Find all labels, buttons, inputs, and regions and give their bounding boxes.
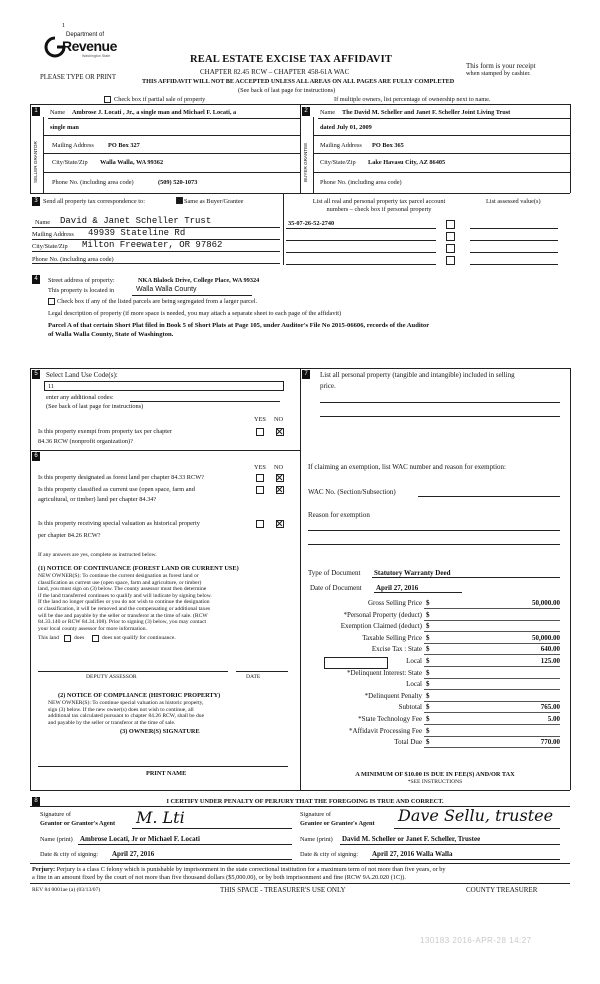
notice-1-line: will be due and payable by the seller or transferor at the time of sale. (RCW (38, 612, 208, 619)
notice-2-body (48, 700, 298, 726)
parcel-header-2: numbers – check box if personal property (326, 206, 432, 213)
section-4-marker: 4 (32, 275, 40, 284)
tax-row-currency: $ (426, 634, 430, 642)
if-yes-note: If any answers are yes, complete as instructed below. (38, 552, 157, 558)
tax-row-label: Exemption Claimed (deduct) (340, 622, 422, 630)
notice-1-body (38, 573, 300, 632)
s6-yes: YES (254, 464, 266, 471)
tax-row-value: 770.00 (540, 738, 560, 746)
does-label: does (74, 635, 85, 641)
grantor-name-print: Ambrose Locati, Jr or Michael F. Locati (80, 835, 200, 843)
tax-row (300, 622, 570, 633)
exempt-question-1: Is this property exempt from property tax per chapter (38, 428, 172, 435)
tax-row-value: 765.00 (540, 703, 560, 711)
current-use-no-checkbox[interactable] (276, 486, 284, 494)
dor-logo (44, 32, 134, 68)
logo-tag: Washington State (82, 54, 111, 58)
grantee-name-print: David M. Scheller or Janet F. Scheller, Trustee (342, 835, 481, 843)
tax-row-currency: $ (426, 657, 430, 665)
logo-name: Revenue (62, 38, 117, 54)
personal-property-label-1: List all personal property (tangible and intangible) included in selling (320, 371, 515, 379)
personal-property-label-2: price. (320, 382, 336, 390)
parcel-1-personal-checkbox[interactable] (446, 220, 455, 229)
parcel-header-1: List all real and personal property tax parcel account (312, 198, 446, 205)
tax-row (300, 645, 570, 656)
s3-city-label: City/State/Zip (32, 243, 68, 250)
notice-1-line: land, you must sign on (3) below. The county assessor must then determine (38, 586, 207, 593)
tax-row (300, 680, 570, 691)
segregated-checkbox[interactable] (48, 298, 55, 305)
tax-row-currency: $ (426, 738, 430, 746)
wac-label: WAC No. (Section/Subsection) (308, 488, 396, 496)
seller-city-label: City/State/Zip (52, 159, 88, 166)
correspondence-label: Send all property tax correspondence to: (43, 198, 145, 205)
grantor-agent-label: Grantor or Grantor's Agent (40, 820, 116, 827)
grantee-signature[interactable]: Dave Sellu, trustee (398, 806, 554, 825)
parcel-2-personal-checkbox[interactable] (446, 232, 455, 241)
print-note: PLEASE TYPE OR PRINT (40, 74, 116, 81)
buyer-name-line1: The David M. Scheller and Janet F. Scheller Joint Living Trust (342, 109, 511, 116)
tax-row-value: 125.00 (540, 657, 560, 665)
current-use-question-2: agricultural, or timber) land per chapter 84.34? (38, 496, 157, 503)
section-2-marker: 2 (302, 107, 310, 116)
tax-row-value: 50,000.00 (532, 634, 560, 642)
street-address: NKA Blalock Drive, College Place, WA 99324 (138, 277, 260, 284)
grantee-date-label: Date & city of signing: (300, 851, 359, 858)
see-instructions: *SEE INSTRUCTIONS (407, 779, 463, 785)
notice-2-line: additional tax calculated pursuant to chapter 84.26 RCW, shall be due (48, 713, 205, 720)
exempt-yes-checkbox[interactable] (256, 428, 264, 436)
doc-date: April 27, 2016 (376, 584, 419, 592)
tax-row-currency: $ (426, 692, 430, 700)
s5-yes: YES (254, 416, 266, 423)
tax-row-label: Gross Selling Price (367, 599, 422, 607)
section-6-marker: 6 (32, 452, 40, 461)
land-use-label: Select Land Use Code(s): (46, 371, 118, 379)
form-chapter: CHAPTER 82.45 RCW – CHAPTER 458-61A WAC (200, 68, 350, 76)
tax-row-label: *Delinquent Interest: State (346, 669, 422, 677)
tax-row (300, 715, 570, 726)
seller-name-label: Name (50, 109, 66, 116)
section-5-marker: 5 (32, 370, 40, 379)
seller-address-label: Mailing Address (52, 142, 94, 149)
buyer-phone-label: Phone No. (including area code) (320, 179, 402, 186)
notice-1-title: (1) NOTICE OF CONTINUANCE (FOREST LAND OR CURRENT USE) (38, 565, 239, 572)
notice-2-line: and payable by the seller or transferor at the time of sale. (48, 719, 176, 726)
tax-row (300, 599, 570, 610)
notice-1-line: classification as current use (open space, farm and agriculture, or timber) (38, 579, 202, 586)
s3-city: Milton Freewater, OR 97862 (82, 240, 223, 250)
located-label: This property is located in (48, 287, 115, 294)
exempt-question-2: 84.36 RCW (nonprofit organization)? (38, 438, 133, 445)
tax-row-label: Subtotal (398, 703, 422, 711)
grantor-sig-of: Signature of (40, 811, 71, 818)
notice-1-line: if the land transferred continues to qualify and will indicate by signing below. (38, 592, 212, 599)
tax-row (300, 738, 570, 749)
exemption-label: If claiming an exemption, list WAC number and reason for exemption: (308, 463, 506, 471)
tax-row-currency: $ (426, 645, 430, 653)
section-3-marker: 3 (32, 197, 40, 206)
grantor-signature[interactable]: M. Lti (136, 808, 185, 827)
doc-type: Statutory Warranty Deed (374, 569, 451, 577)
receipt-note-1: This form is your receipt (466, 62, 536, 70)
section-7-marker: 7 (302, 370, 310, 379)
tax-row-value: 50,000.00 (532, 599, 560, 607)
s3-name: David & Janet Scheller Trust (60, 216, 212, 226)
seller-side-label: SELLER GRANTOR (33, 141, 38, 184)
grantor-date-label: Date & city of signing: (40, 851, 99, 858)
does-checkbox[interactable] (64, 635, 71, 642)
s3-address-label: Mailing Address (32, 231, 74, 238)
seller-address: PO Box 327 (108, 142, 140, 149)
reason-label: Reason for exemption (308, 511, 370, 519)
tax-row-label: *State Technology Fee (358, 715, 422, 723)
seller-phone: (509) 520-1073 (158, 179, 198, 186)
forest-question: Is this property designated as forest land per chapter 84.33 RCW? (38, 474, 204, 481)
receipt-note-2: when stamped by cashier. (466, 70, 531, 77)
notice-1-line: or classification, it will be removed and the compensating or additional taxes (38, 605, 211, 612)
grantee-name-print-label: Name (print) (300, 836, 333, 843)
this-land-label: This land (38, 635, 59, 641)
historic-yes-checkbox[interactable] (256, 520, 264, 528)
section-1-marker: 1 (32, 107, 40, 116)
current-use-question-1: Is this property classified as current use (open space, farm and (38, 486, 195, 493)
multiple-owners-note: If multiple owners, list percentage of ownership next to name. (334, 96, 491, 103)
parcel-3-personal-checkbox[interactable] (446, 244, 455, 253)
date-label: DATE (246, 674, 261, 680)
historic-no-checkbox[interactable] (276, 520, 284, 528)
tax-row-label: *Personal Property (deduct) (343, 611, 422, 619)
same-as-buyer-checkbox[interactable] (176, 197, 183, 204)
land-use-code-field[interactable] (44, 381, 284, 391)
perjury-label: Perjury: (32, 866, 56, 873)
notice-1-line: NEW OWNER(S): To continue the current designation as forest land or (38, 573, 199, 579)
tax-row (300, 703, 570, 714)
historic-question-1: Is this property receiving special valuation as historical property (38, 520, 200, 527)
tax-row-label: Taxable Selling Price (362, 634, 422, 642)
owner-signature-label: (3) OWNER(S) SIGNATURE (120, 728, 200, 735)
s3-name-label: Name (35, 219, 51, 226)
seller-name-line2: single man (50, 124, 79, 131)
tax-row (300, 692, 570, 703)
receipt-stamp: 130183 2016-APR-28 14:27 (420, 936, 532, 945)
buyer-address-label: Mailing Address (320, 142, 362, 149)
buyer-address: PO Box 365 (372, 142, 404, 149)
does-not-label: does not qualify for continuance. (102, 635, 176, 641)
form-warning: THIS AFFIDAVIT WILL NOT BE ACCEPTED UNLESS ALL AREAS ON ALL PAGES ARE FULLY COMPLETED (142, 78, 455, 85)
treasurer-space-label: THIS SPACE - TREASURER'S USE ONLY (220, 886, 346, 894)
s5-no: NO (274, 416, 284, 423)
minimum-note: A MINIMUM OF $10.00 IS DUE IN FEE(S) AND/OR TAX (355, 771, 515, 778)
forest-no-checkbox[interactable] (276, 474, 284, 482)
form-title: REAL ESTATE EXCISE TAX AFFIDAVIT (190, 54, 393, 65)
assessed-header: List assessed value(s) (486, 198, 541, 205)
tax-row-label: *Delinquent Penalty (364, 692, 422, 700)
additional-codes-label: enter any additional codes: (46, 394, 114, 401)
does-not-checkbox[interactable] (92, 635, 99, 642)
perjury-line-1: Perjury is a class C felony which is punishable by imprisonment in the state correctional institution for a maximum term of not more than five years, or by (56, 866, 446, 873)
grantee-date: April 27, 2016 Walla Walla (372, 850, 453, 858)
tax-row-currency: $ (426, 715, 430, 723)
buyer-city: Lake Havasu City, AZ 86405 (368, 159, 446, 166)
tax-row (300, 611, 570, 622)
seller-city: Walla Walla, WA 99362 (100, 159, 164, 166)
tax-row-currency: $ (426, 703, 430, 711)
tax-row-label: *Affidavit Processing Fee (349, 727, 422, 735)
see-back-note: (See back of last page for instructions) (238, 87, 336, 94)
partial-sale-checkbox[interactable] (104, 96, 111, 103)
county: Walla Walla County (136, 286, 197, 293)
logo-dept: Department of (66, 32, 105, 38)
buyer-side-label: BUYER GRANTEE (303, 142, 308, 183)
buyer-name-line2: dated July 01, 2009 (320, 124, 372, 131)
perjury-line-2: a fine in an amount fixed by the court of not more than five thousand dollars ($5,000.00), or by both imprisonment and fine (RCW 9A.20.020 (1C)). (32, 874, 406, 881)
grantor-name-print-label: Name (print) (40, 836, 73, 843)
tax-row-currency: $ (426, 680, 430, 688)
county-treasurer-label: COUNTY TREASURER (466, 886, 538, 894)
tax-row-currency: $ (426, 611, 430, 619)
seller-phone-label: Phone No. (including area code) (52, 179, 134, 186)
parcel-4-personal-checkbox[interactable] (446, 256, 455, 265)
notice-1-line: your local county assessor for more information. (38, 625, 147, 632)
forest-yes-checkbox[interactable] (256, 474, 264, 482)
rev-number: REV 84 0001ae (a) (03/13/07) (32, 887, 101, 893)
tax-row (300, 634, 570, 645)
notice-2-line: NEW OWNER(S): To continue special valuation as historic property, (48, 700, 204, 706)
buyer-city-label: City/State/Zip (320, 159, 356, 166)
page-mark: 1 (62, 22, 66, 29)
grantee-agent-label: Grantee or Grantee's Agent (300, 820, 375, 827)
doc-date-label: Date of Document (310, 584, 362, 592)
legal-label: Legal description of property (if more space is needed, you may attach a separate sheet to each page of the affidavit) (48, 310, 342, 317)
tax-row-value: 5.00 (547, 715, 560, 723)
historic-question-2: per chapter 84.26 RCW? (38, 532, 101, 539)
s3-address: 49939 Stateline Rd (88, 228, 186, 238)
notice-2-line: sign (3) below. If the new owner(s) does not wish to continue, all (48, 706, 194, 713)
s3-phone-label: Phone No. (including area code) (32, 256, 114, 263)
legal-line-2: of Walla Walla County, State of Washington. (48, 331, 174, 338)
tax-row-label: Total Due (394, 738, 422, 746)
exempt-no-checkbox[interactable] (276, 428, 284, 436)
deputy-assessor-label: DEPUTY ASSESSOR (86, 674, 137, 680)
local-rate-field[interactable] (324, 657, 388, 669)
current-use-yes-checkbox[interactable] (256, 486, 264, 494)
tax-row-value: 640.00 (540, 645, 560, 653)
notice-1-line: If the land no longer qualifies or you do not wish to continue the designation (38, 599, 210, 606)
perjury-note (32, 866, 568, 874)
s6-no: NO (274, 464, 284, 471)
doc-type-label: Type of Document (308, 569, 361, 577)
land-use-see-back: (See back of last page for instructions) (46, 403, 144, 410)
tax-row-currency: $ (426, 727, 430, 735)
grantor-date: April 27, 2016 (112, 850, 155, 858)
tax-row (300, 727, 570, 738)
seller-name-line1: Ambrose J. Locati , Jr., a single man and Michael F. Locati, a (72, 109, 237, 116)
print-name-label: PRINT NAME (146, 770, 187, 777)
notice-2-title: (2) NOTICE OF COMPLIANCE (HISTORIC PROPERTY) (58, 692, 221, 699)
tax-row-currency: $ (426, 599, 430, 607)
notice-1-line: 84.33.140 or RCW 84.34.108). Prior to signing (3) below, you may contact (38, 619, 207, 626)
partial-sale-label: Check box if partial sale of property (114, 96, 206, 103)
tax-row-label: Excise Tax : State (371, 645, 422, 653)
parcel-number-1: 35-07-26-52-2740 (288, 220, 335, 227)
tax-row-label: Local (406, 657, 422, 665)
certify-statement: I CERTIFY UNDER PENALTY OF PERJURY THAT THE FOREGOING IS TRUE AND CORRECT. (166, 798, 444, 805)
tax-row-label: Local (406, 680, 422, 688)
street-label: Street address of property: (48, 277, 115, 284)
land-use-code: 11 (48, 383, 55, 390)
grantee-sig-of: Signature of (300, 811, 331, 818)
section-8-marker: 8 (32, 797, 40, 806)
legal-line-1: Parcel A of that certain Short Plat filed in Book 5 of Short Plats at Page 105, under Auditor's File No 2015-06606, records of the Auditor (48, 322, 430, 329)
tax-row-currency: $ (426, 622, 430, 630)
segregated-label: Check box if any of the listed parcels are being segregated from a larger parcel. (57, 298, 258, 305)
buyer-name-label: Name (320, 109, 336, 116)
tax-row-currency: $ (426, 669, 430, 677)
tax-row (300, 669, 570, 680)
same-as-buyer-label: Same as Buyer/Grantee (184, 198, 244, 205)
